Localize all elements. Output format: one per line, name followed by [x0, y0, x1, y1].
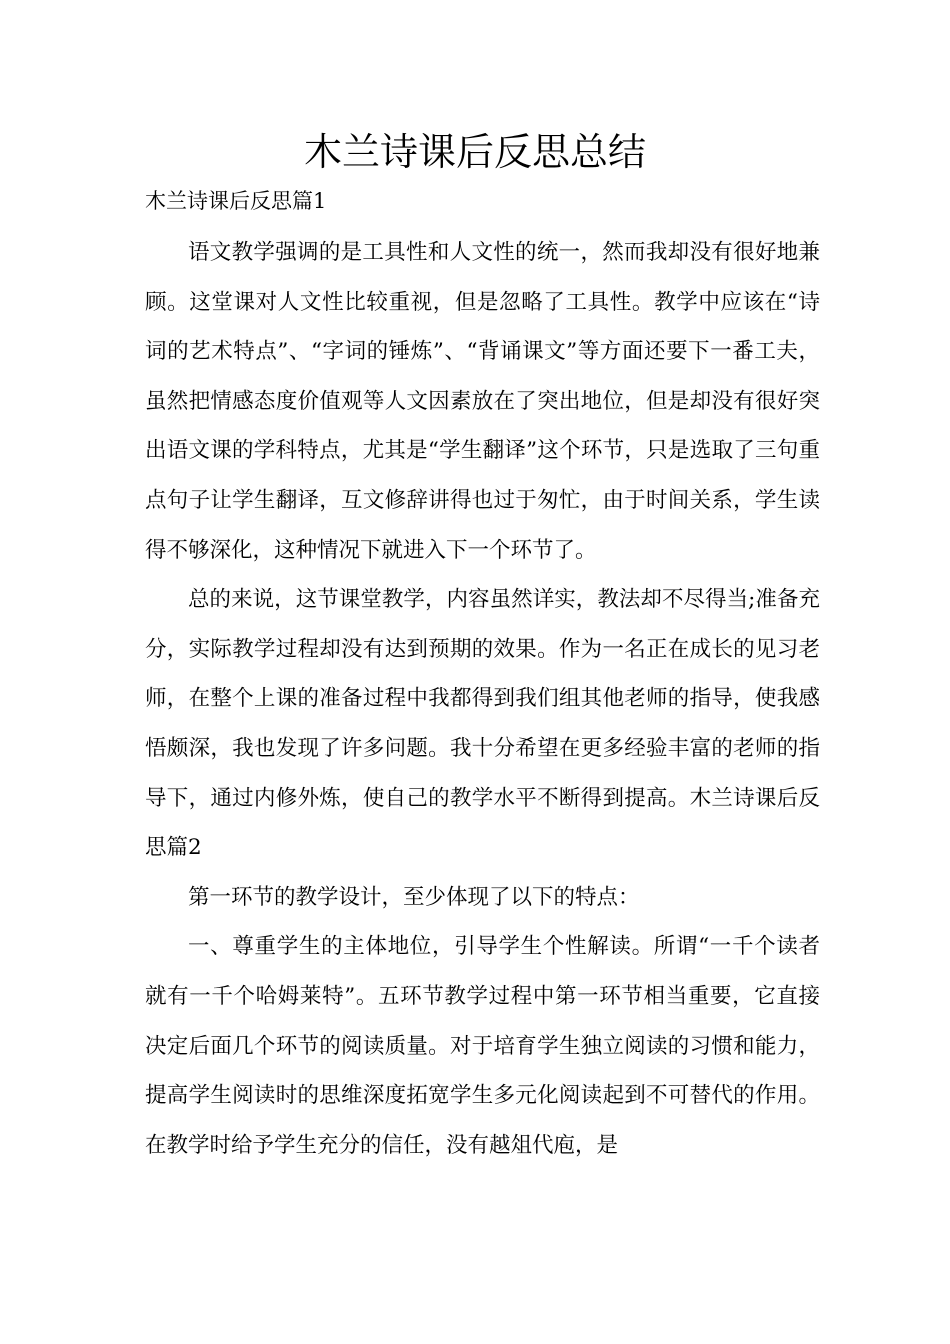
paragraph: 一、尊重学生的主体地位，引导学生个性解读。所谓“一千个读者就有一千个哈姆莱特”。五环节教学过程中第一环节相当重要，它直接决定后面几个环节的阅读质量。对于培育学生独立阅读的习惯和能力，提高学生阅读时的思维深度拓宽学生多元化阅读起到不可替代的作用。在教学时给予学生充分的信任，没有越俎代庖，是 — [145, 934, 820, 1158]
document-body — [145, 228, 820, 1170]
document-title: 木兰诗课后反思总结 — [303, 130, 646, 174]
paragraph: 语文教学强调的是工具性和人文性的统一，然而我却没有很好地兼顾。这堂课对人文性比较重视，但是忽略了工具性。教学中应该在“诗词的艺术特点”、“字词的锤炼”、“背诵课文”等方面还要下一番工夫，虽然把情感态度价值观等人文因素放在了突出地位，但是却没有很好突出语文课的学科特点，尤其是“学生翻译”这个环节，只是选取了三句重点句子让学生翻译，互文修辞讲得也过于匆忙，由于时间关系，学生读得不够深化，这种情况下就进入下一个环节了。 — [145, 240, 820, 563]
section-heading: 木兰诗课后反思篇1 — [145, 189, 327, 213]
paragraph: 第一环节的教学设计，至少体现了以下的特点： — [188, 884, 640, 910]
paragraph: 总的来说，这节课堂教学，内容虽然详实，教法却不尽得当;准备充分，实际教学过程却没有达到预期的效果。作为一名正在成长的见习老师，在整个上课的准备过程中我都得到我们组其他老师的指导，使我感悟颇深，我也发现了许多问题。我十分希望在更多经验丰富的老师的指导下，通过内修外炼，使自己的教学水平不断得到提高。木兰诗课后反思篇2 — [145, 587, 820, 861]
